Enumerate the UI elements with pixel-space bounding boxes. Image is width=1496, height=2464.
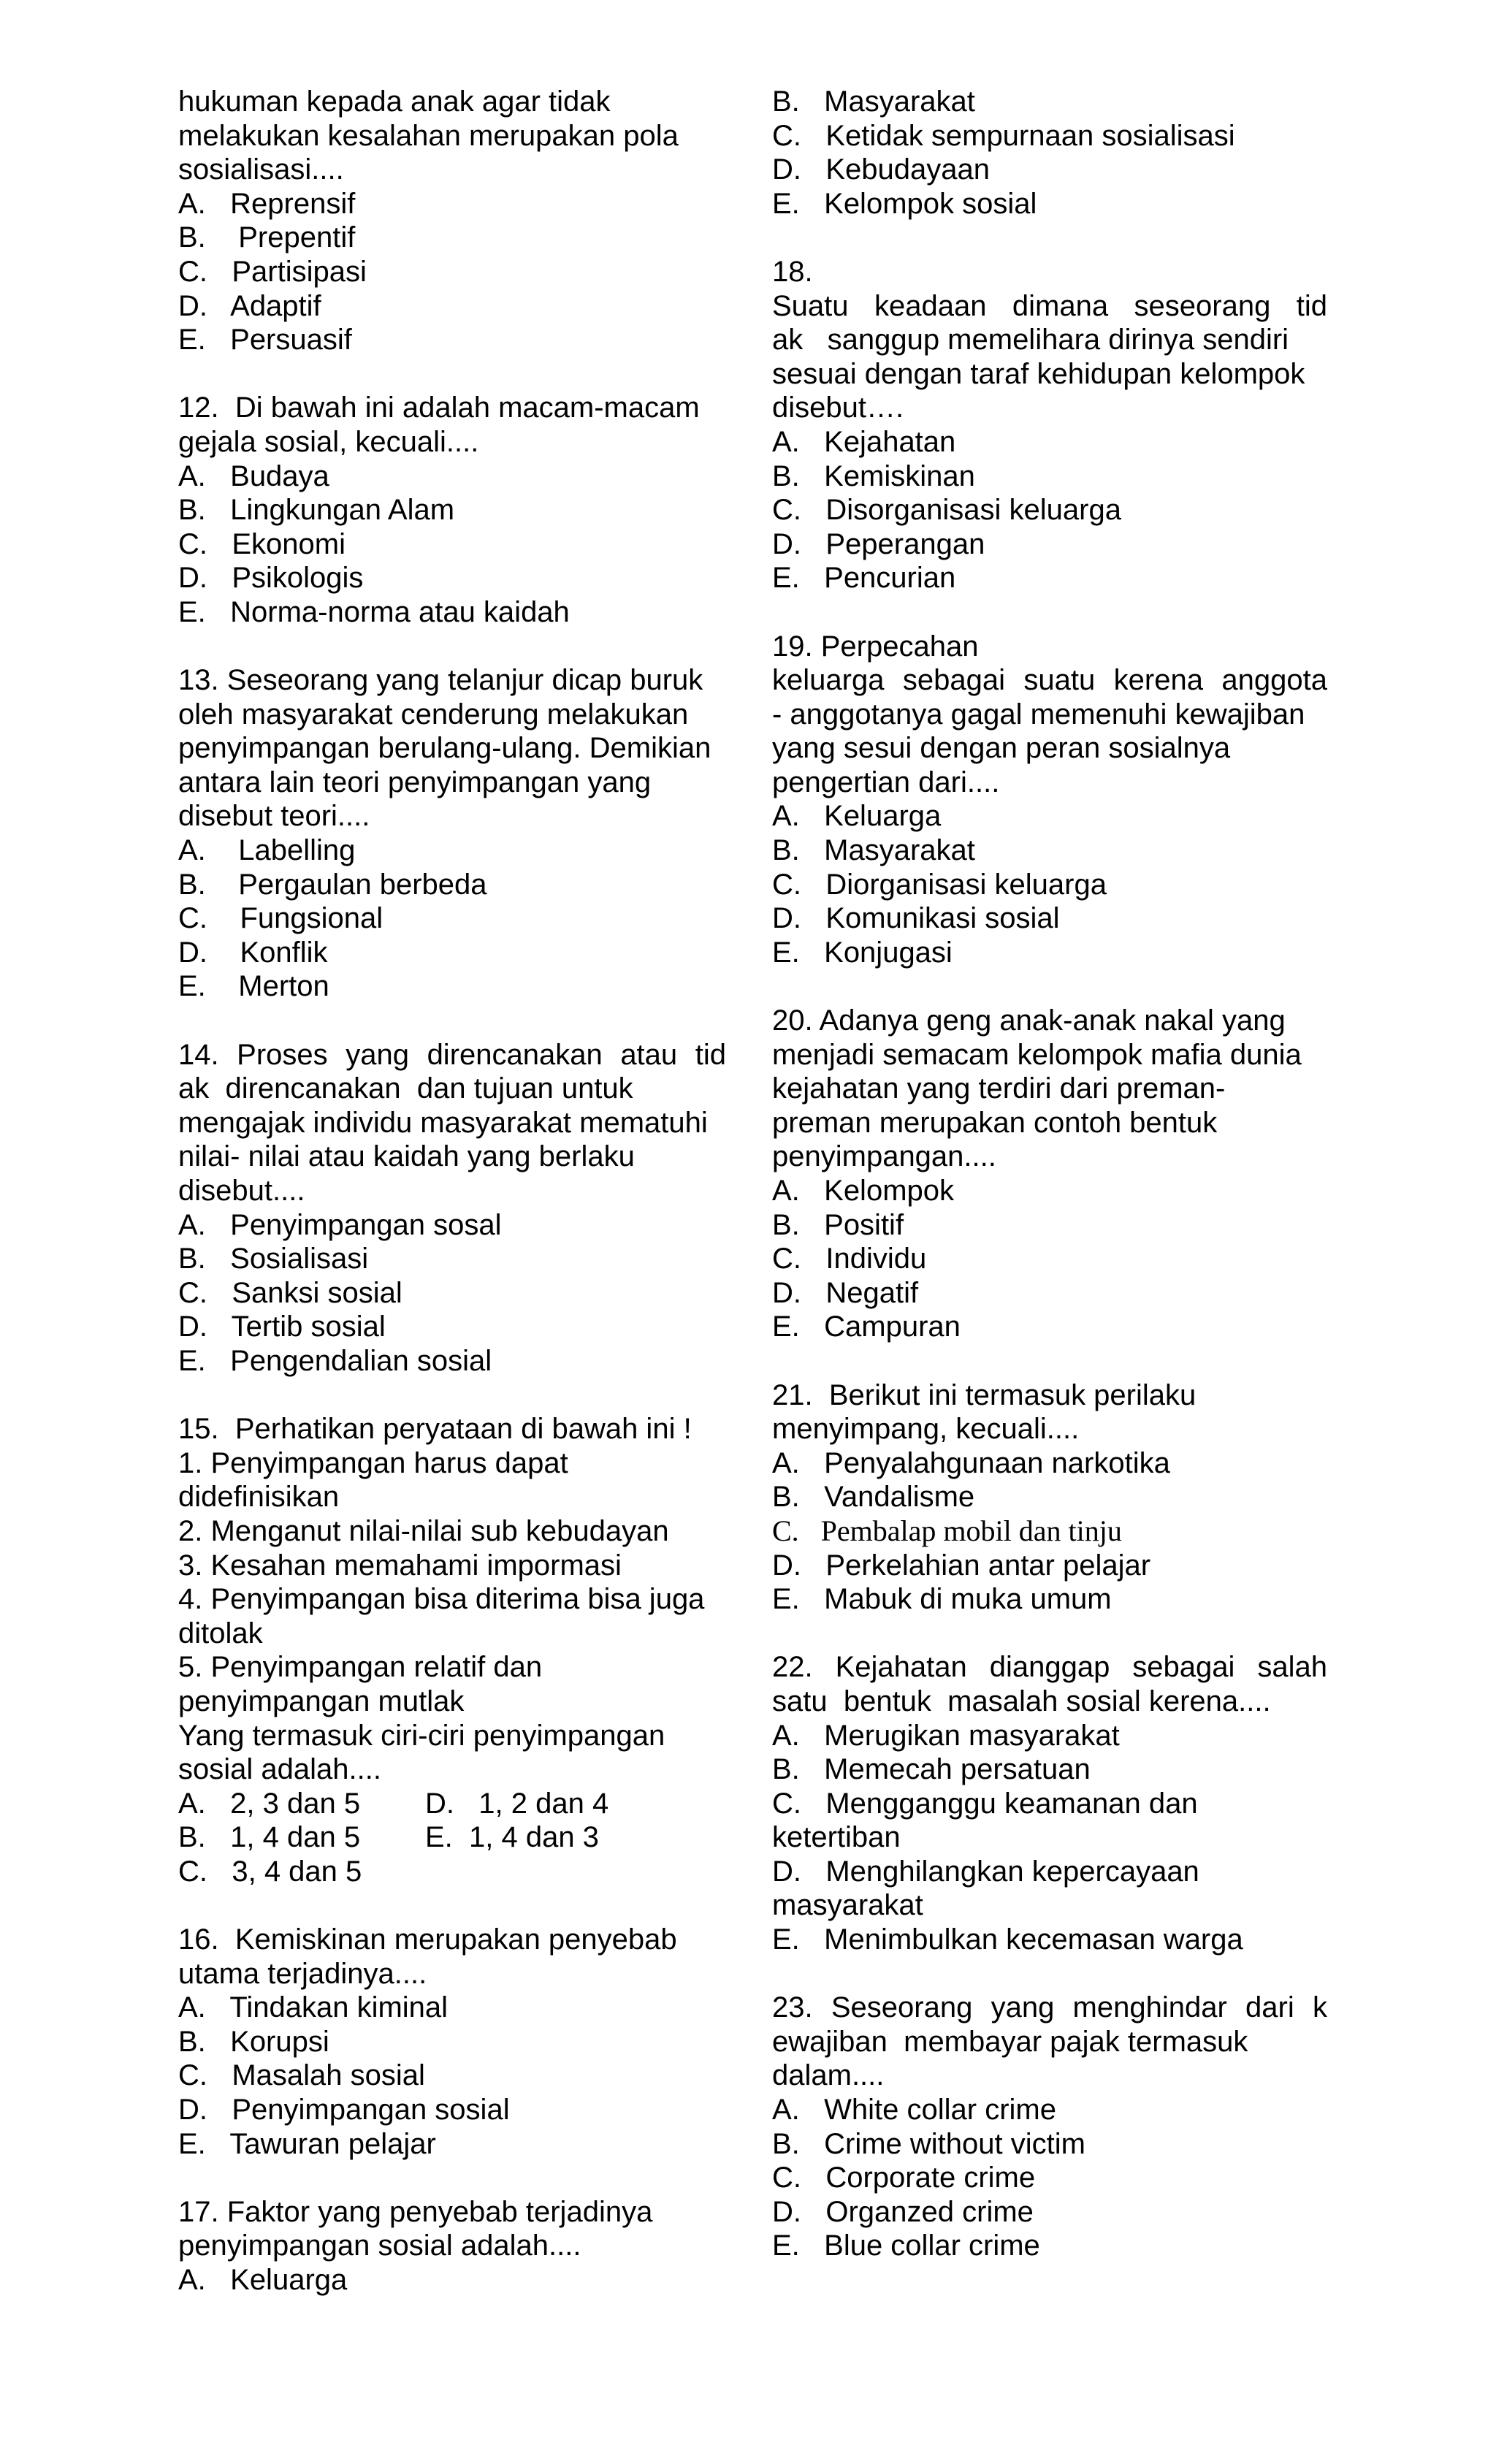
right-text-line: 23. Seseorang yang menghindar dari k — [772, 1991, 1327, 2024]
left-text-line: C. Fungsional — [178, 902, 383, 935]
blank-line — [178, 1004, 726, 1038]
right-text-line: D. Kebudayaan — [772, 153, 990, 186]
right-text-line: 18. — [772, 255, 813, 288]
right-text-line: 22. Kejahatan dianggap sebagai salah — [772, 1651, 1327, 1684]
right-text-line: keluarga sebagai suatu kerena anggota — [772, 664, 1327, 697]
left-text-line: D. Psikologis — [178, 562, 364, 595]
right-text-line: D. Komunikasi sosial — [772, 902, 1060, 935]
blank-line — [772, 969, 1327, 1004]
right-text-line: penyimpangan.... — [772, 1140, 996, 1173]
left-text-line: D. Konflik — [178, 936, 328, 969]
left-text-line: E. Tawuran pelajar — [178, 2127, 436, 2160]
left-text-line: A. Budaya — [178, 459, 329, 492]
left-text-line: C. Masalah sosial — [178, 2059, 425, 2092]
right-text-line: satu bentuk masalah sosial kerena.... — [772, 1685, 1271, 1717]
right-text-line: C. Mengganggu keamanan dan — [772, 1787, 1198, 1820]
left-text-line: C. 3, 4 dan 5 — [178, 1855, 362, 1888]
left-text-line: hukuman kepada anak agar tidak — [178, 85, 611, 118]
right-text-line: E. Campuran — [772, 1311, 961, 1343]
right-text-line: E. Kelompok sosial — [772, 187, 1037, 220]
right-text-line: Suatu keadaan dimana seseorang tid — [772, 289, 1327, 322]
blank-line — [772, 595, 1327, 630]
right-text-line: kejahatan yang terdiri dari preman- — [772, 1072, 1226, 1105]
right-text-line: menyimpang, kecuali.... — [772, 1413, 1080, 1446]
right-text-line: B. Crime without victim — [772, 2127, 1085, 2160]
right-text-line: 19. Perpecahan — [772, 630, 979, 663]
left-text-line: penyimpangan mutlak — [178, 1685, 465, 1717]
right-text-line: C. Diorganisasi keluarga — [772, 868, 1107, 901]
right-text-line: E. Konjugasi — [772, 936, 953, 969]
right-text-line: masyarakat — [772, 1889, 923, 1922]
left-text-line: 2. Menganut nilai-nilai sub kebudayan — [178, 1514, 669, 1547]
right-text-line: disebut…. — [772, 392, 904, 424]
right-text-line: menjadi semacam kelompok mafia dunia — [772, 1038, 1302, 1071]
right-text-line: pengertian dari.... — [772, 766, 1000, 798]
left-text-line: mengajak individu masyarakat mematuhi — [178, 1106, 708, 1139]
left-text-line: 4. Penyimpangan bisa diterima bisa juga — [178, 1583, 705, 1616]
right-text-line: ketertiban — [772, 1821, 901, 1854]
right-text-line: B. Kemiskinan — [772, 459, 975, 492]
blank-line — [178, 357, 726, 392]
right-text-line: A. Merugikan masyarakat — [772, 1719, 1120, 1752]
right-text-line: 21. Berikut ini termasuk perilaku — [772, 1378, 1197, 1411]
right-text-line: C. Pembalap mobil dan tinju — [772, 1514, 1122, 1547]
right-text-line: B. Positif — [772, 1208, 904, 1241]
left-text-line: A. Penyimpangan sosal — [178, 1208, 502, 1241]
left-text-line: B. Prepentif — [178, 221, 356, 254]
left-text-line: B. Korupsi — [178, 2025, 329, 2058]
left-text-line: utama terjadinya.... — [178, 1957, 427, 1990]
right-text-line: ewajiban membayar pajak termasuk — [772, 2025, 1248, 2058]
left-text-line: E. Norma-norma atau kaidah — [178, 595, 570, 628]
left-text-line: oleh masyarakat cenderung melakukan — [178, 698, 689, 731]
blank-line — [772, 1957, 1327, 1991]
right-text-line: E. Pencurian — [772, 562, 956, 595]
left-text-line: B. Sosialisasi — [178, 1243, 369, 1275]
left-text-line: Yang termasuk ciri-ciri penyimpangan — [178, 1719, 665, 1752]
left-text-line: D. Penyimpangan sosial — [178, 2094, 510, 2127]
right-text-line: yang sesui dengan peran sosialnya — [772, 732, 1231, 765]
right-text-line: A. Kelompok — [772, 1175, 955, 1207]
left-text-line: sosialisasi.... — [178, 153, 344, 186]
left-text-line: 1. Penyimpangan harus dapat — [178, 1446, 568, 1479]
left-text-line: A. Keluarga — [178, 2264, 348, 2296]
left-text-line: A. Tindakan kiminal — [178, 1991, 449, 2024]
left-text-line: 17. Faktor yang penyebab terjadinya — [178, 2195, 653, 2228]
left-text-line: 13. Seseorang yang telanjur dicap buruk — [178, 664, 703, 697]
right-text-line: dalam.... — [772, 2059, 885, 2092]
right-text-line: - anggotanya gagal memenuhi kewajiban — [772, 698, 1305, 731]
right-text-line: D. Peperangan — [772, 527, 985, 560]
right-text-line: E. Blue collar crime — [772, 2230, 1040, 2262]
left-text-line: C. Sanksi sosial — [178, 1276, 402, 1309]
left-column — [178, 85, 726, 2297]
left-text-line: C. Partisipasi — [178, 255, 367, 288]
left-text-line: ditolak — [178, 1617, 263, 1649]
left-text-line: A. 2, 3 dan 5 D. 1, 2 dan 4 — [178, 1787, 609, 1820]
right-text-line: A. Penyalahgunaan narkotika — [772, 1446, 1170, 1479]
right-text-line: A. White collar crime — [772, 2094, 1056, 2127]
right-text-line: C. Disorganisasi keluarga — [772, 494, 1121, 527]
right-text-line: D. Perkelahian antar pelajar — [772, 1549, 1151, 1582]
left-text-line: ak direncanakan dan tujuan untuk — [178, 1072, 633, 1105]
left-text-line: B. Pergaulan berbeda — [178, 868, 487, 901]
left-text-line: E. Merton — [178, 970, 329, 1003]
right-text-line: D. Organzed crime — [772, 2195, 1034, 2228]
left-text-line: antara lain teori penyimpangan yang — [178, 766, 652, 798]
blank-line — [772, 221, 1327, 255]
left-text-line: E. Persuasif — [178, 324, 352, 356]
right-text-line: C. Ketidak sempurnaan sosialisasi — [772, 119, 1235, 152]
right-text-line: ak sanggup memelihara dirinya sendiri — [772, 324, 1289, 356]
left-text-line: C. Ekonomi — [178, 527, 346, 560]
blank-line — [178, 2161, 726, 2195]
right-text-line: 20. Adanya geng anak-anak nakal yang — [772, 1004, 1286, 1037]
left-text-line: 16. Kemiskinan merupakan penyebab — [178, 1923, 677, 1956]
left-text-line: penyimpangan berulang-ulang. Demikian — [178, 732, 711, 765]
right-text-line: preman merupakan contoh bentuk — [772, 1106, 1218, 1139]
blank-line — [178, 630, 726, 664]
right-column — [772, 85, 1327, 2263]
right-text-line: C. Individu — [772, 1243, 927, 1275]
left-text-line: D. Adaptif — [178, 289, 321, 322]
right-text-line: B. Vandalisme — [772, 1481, 975, 1514]
left-text-line: 5. Penyimpangan relatif dan — [178, 1651, 543, 1684]
left-text-line: D. Tertib sosial — [178, 1311, 386, 1343]
right-text-line: D. Negatif — [772, 1276, 919, 1309]
left-text-line: 14. Proses yang direncanakan atau tid — [178, 1038, 726, 1071]
left-text-line: A. Reprensif — [178, 187, 356, 220]
blank-line — [178, 1888, 726, 1923]
left-text-line: didefinisikan — [178, 1481, 340, 1514]
right-text-line: B. Masyarakat — [772, 85, 975, 118]
right-text-line: E. Menimbulkan kecemasan warga — [772, 1923, 1243, 1956]
left-text-line: gejala sosial, kecuali.... — [178, 425, 479, 458]
left-text-line: disebut.... — [178, 1175, 305, 1207]
blank-line — [772, 1617, 1327, 1651]
right-text-line: E. Mabuk di muka umum — [772, 1583, 1112, 1616]
left-text-line: 15. Perhatikan peryataan di bawah ini ! — [178, 1413, 692, 1446]
right-text-line: sesuai dengan taraf kehidupan kelompok — [772, 357, 1305, 390]
blank-line — [178, 1378, 726, 1413]
left-text-line: B. 1, 4 dan 5 E. 1, 4 dan 3 — [178, 1821, 599, 1854]
left-text-line: E. Pengendalian sosial — [178, 1344, 492, 1377]
left-text-line: 12. Di bawah ini adalah macam-macam — [178, 392, 700, 424]
left-text-line: sosial adalah.... — [178, 1753, 381, 1786]
left-text-line: penyimpangan sosial adalah.... — [178, 2230, 581, 2262]
blank-line — [772, 1344, 1327, 1378]
right-text-line: D. Menghilangkan kepercayaan — [772, 1855, 1199, 1888]
right-text-line: A. Kejahatan — [772, 425, 956, 458]
right-text-line: B. Memecah persatuan — [772, 1753, 1091, 1786]
right-text-line: C. Corporate crime — [772, 2162, 1036, 2194]
left-text-line: nilai- nilai atau kaidah yang berlaku — [178, 1140, 635, 1173]
left-text-line: 3. Kesahan memahami impormasi — [178, 1549, 622, 1582]
left-text-line: B. Lingkungan Alam — [178, 494, 455, 527]
left-text-line: disebut teori.... — [178, 800, 370, 833]
right-text-line: A. Keluarga — [772, 800, 942, 833]
left-text-line: melakukan kesalahan merupakan pola — [178, 119, 679, 152]
left-text-line: A. Labelling — [178, 834, 356, 867]
right-text-line: B. Masyarakat — [772, 834, 975, 867]
